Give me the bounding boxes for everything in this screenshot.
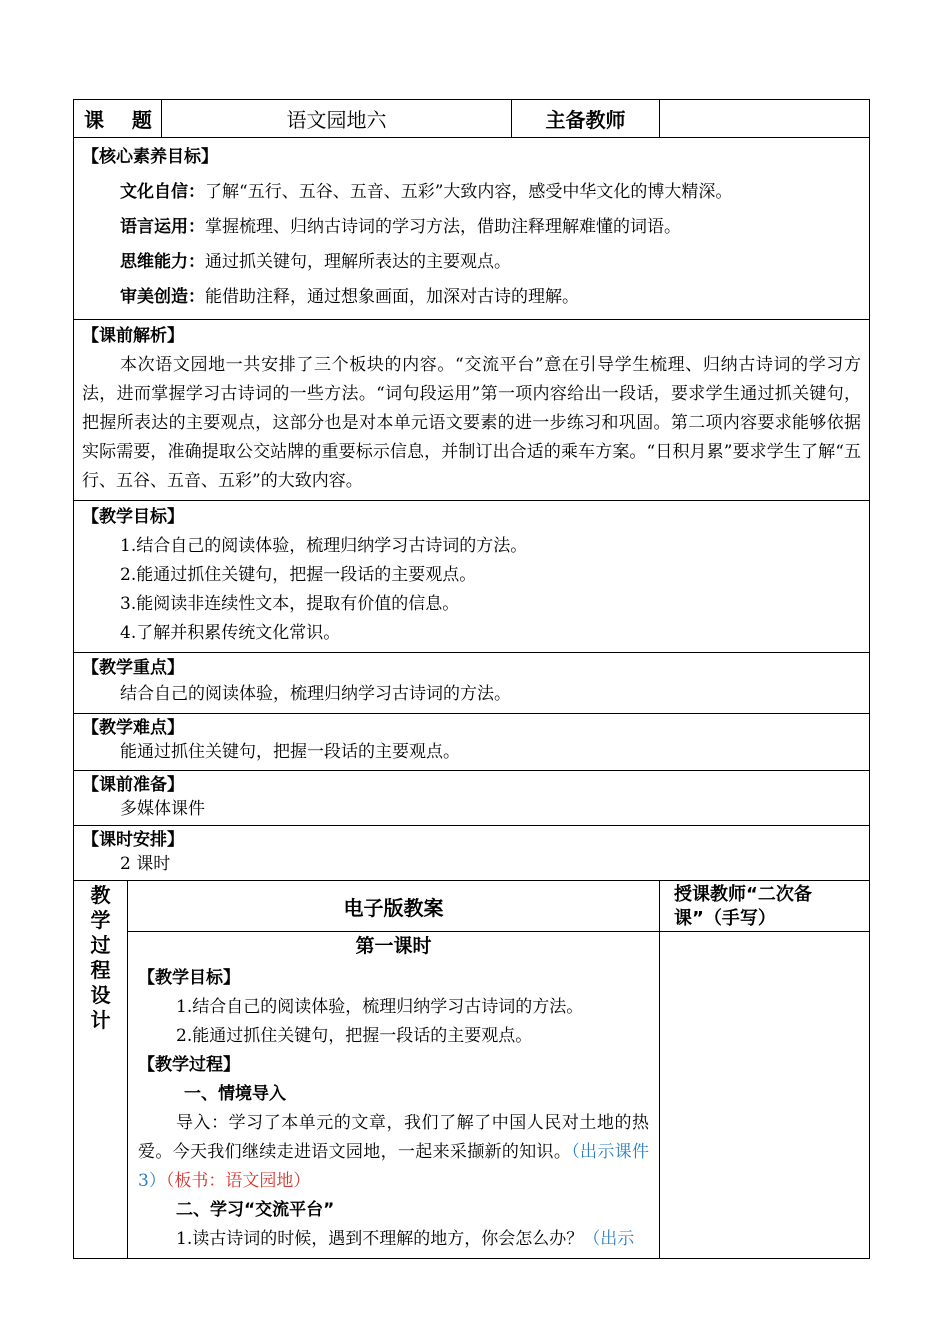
goals-title: 【教学目标】 [82, 507, 184, 527]
analysis-section [74, 320, 870, 501]
side-char: 过 [90, 933, 111, 957]
difficulty-title: 【教学难点】 [82, 718, 184, 738]
lesson-goal-item: 1.结合自己的阅读体验，梳理归纳学习古诗词的方法。 [176, 997, 584, 1017]
topic-label: 课 题 [74, 100, 162, 138]
lesson-goal-item: 2.能通过抓住关键句，把握一段话的主要观点。 [176, 1026, 533, 1046]
core-item-label: 文化自信： [120, 182, 205, 202]
process-note-title: 授课教师“二次备课”（手写） [660, 881, 870, 932]
goal-item: 4.了解并积累传统文化常识。 [120, 623, 341, 643]
goal-item: 1.结合自己的阅读体验，梳理归纳学习古诗词的方法。 [120, 536, 528, 556]
time-text: 2 课时 [120, 854, 171, 874]
step1-board-note: （板书：语文园地） [165, 1171, 311, 1191]
goal-item: 3.能阅读非连续性文本，提取有价值的信息。 [120, 594, 460, 614]
core-item-text: 掌握梳理、归纳古诗词的学习方法，借助注释理解难懂的词语。 [205, 217, 681, 237]
step2-courseware-note: （出示 [583, 1229, 635, 1249]
difficulty-text: 能通过抓住关键句，把握一段话的主要观点。 [120, 742, 460, 762]
time-title: 【课时安排】 [82, 830, 184, 850]
core-title: 【核心素养目标】 [82, 147, 218, 167]
handwritten-notes-area[interactable] [660, 932, 870, 1259]
core-item [82, 245, 861, 280]
prep-section [74, 771, 870, 826]
step1-title: 一、情境导入 [184, 1084, 286, 1104]
side-char: 程 [90, 958, 111, 982]
side-char: 学 [90, 908, 111, 932]
teacher-label: 主备教师 [512, 100, 660, 138]
core-item [82, 280, 861, 315]
key-text: 结合自己的阅读体验，梳理归纳学习古诗词的方法。 [120, 684, 511, 704]
side-char: 教 [90, 883, 111, 907]
step2-title: 二、学习“交流平台” [176, 1200, 335, 1220]
core-item [82, 175, 861, 210]
process-content [128, 932, 660, 1259]
step2-text: 1.读古诗词的时候，遇到不理解的地方，你会怎么办？ [176, 1229, 584, 1249]
prep-title: 【课前准备】 [82, 775, 184, 795]
step1-paragraph [138, 1109, 649, 1196]
core-section [74, 138, 870, 320]
prep-text: 多媒体课件 [120, 799, 205, 819]
lesson-process-title: 【教学过程】 [138, 1055, 240, 1075]
core-item-label: 语言运用： [120, 217, 205, 237]
analysis-title: 【课前解析】 [82, 326, 184, 346]
core-item-label: 审美创造： [120, 287, 205, 307]
core-item-label: 思维能力： [120, 252, 205, 272]
process-content-row [74, 932, 870, 1259]
header-row [74, 100, 870, 138]
core-item-text: 了解“五行、五谷、五音、五彩”大致内容，感受中华文化的博大精深。 [205, 182, 733, 202]
core-item-text: 能借助注释，通过想象画面，加深对古诗的理解。 [205, 287, 579, 307]
analysis-text: 本次语文园地一共安排了三个板块的内容。“交流平台”意在引导学生梳理、归纳古诗词的学习方法，进而掌握学习古诗词的一些方法。“词句段运用”第一项内容给出一段话，要求学生通过抓关键句，把握所表达的主要观点，这部分也是对本单元语文要素的进一步练习和巩固。第二项内容要求能够依据实际需要，准确提取公交站牌的重要标示信息，并制订出合适的乘车方案。“日积月累”要求学生了解“五行、五谷、五音、五彩”的大致内容。 [82, 355, 862, 491]
difficulty-section [74, 714, 870, 771]
core-item [82, 210, 861, 245]
process-header-row [74, 881, 870, 932]
key-title: 【教学重点】 [82, 658, 184, 678]
goals-section [74, 501, 870, 653]
step1-text: 导入：学习了本单元的文章，我们了解了中国人民对土地的热爱。今天我们继续走进语文园地，一起来采撷新的知识。 [138, 1113, 650, 1162]
lesson-title: 第一课时 [355, 935, 432, 957]
side-char: 设 [90, 983, 111, 1007]
lesson-goals-title: 【教学目标】 [138, 968, 240, 988]
teacher-value [660, 100, 870, 138]
side-char: 计 [90, 1008, 111, 1032]
process-side-label [74, 881, 128, 1259]
time-section [74, 826, 870, 881]
step1-courseware-note: （出示课件 3） [138, 1142, 650, 1191]
topic-value: 语文园地六 [162, 100, 512, 138]
key-section [74, 653, 870, 714]
lesson-plan-document [73, 99, 869, 1259]
core-item-text: 通过抓关键句，理解所表达的主要观点。 [205, 252, 511, 272]
lesson-plan-table [73, 99, 870, 1259]
process-col-title: 电子版教案 [128, 881, 660, 932]
goal-item: 2.能通过抓住关键句，把握一段话的主要观点。 [120, 565, 477, 585]
step2-paragraph [138, 1225, 649, 1254]
